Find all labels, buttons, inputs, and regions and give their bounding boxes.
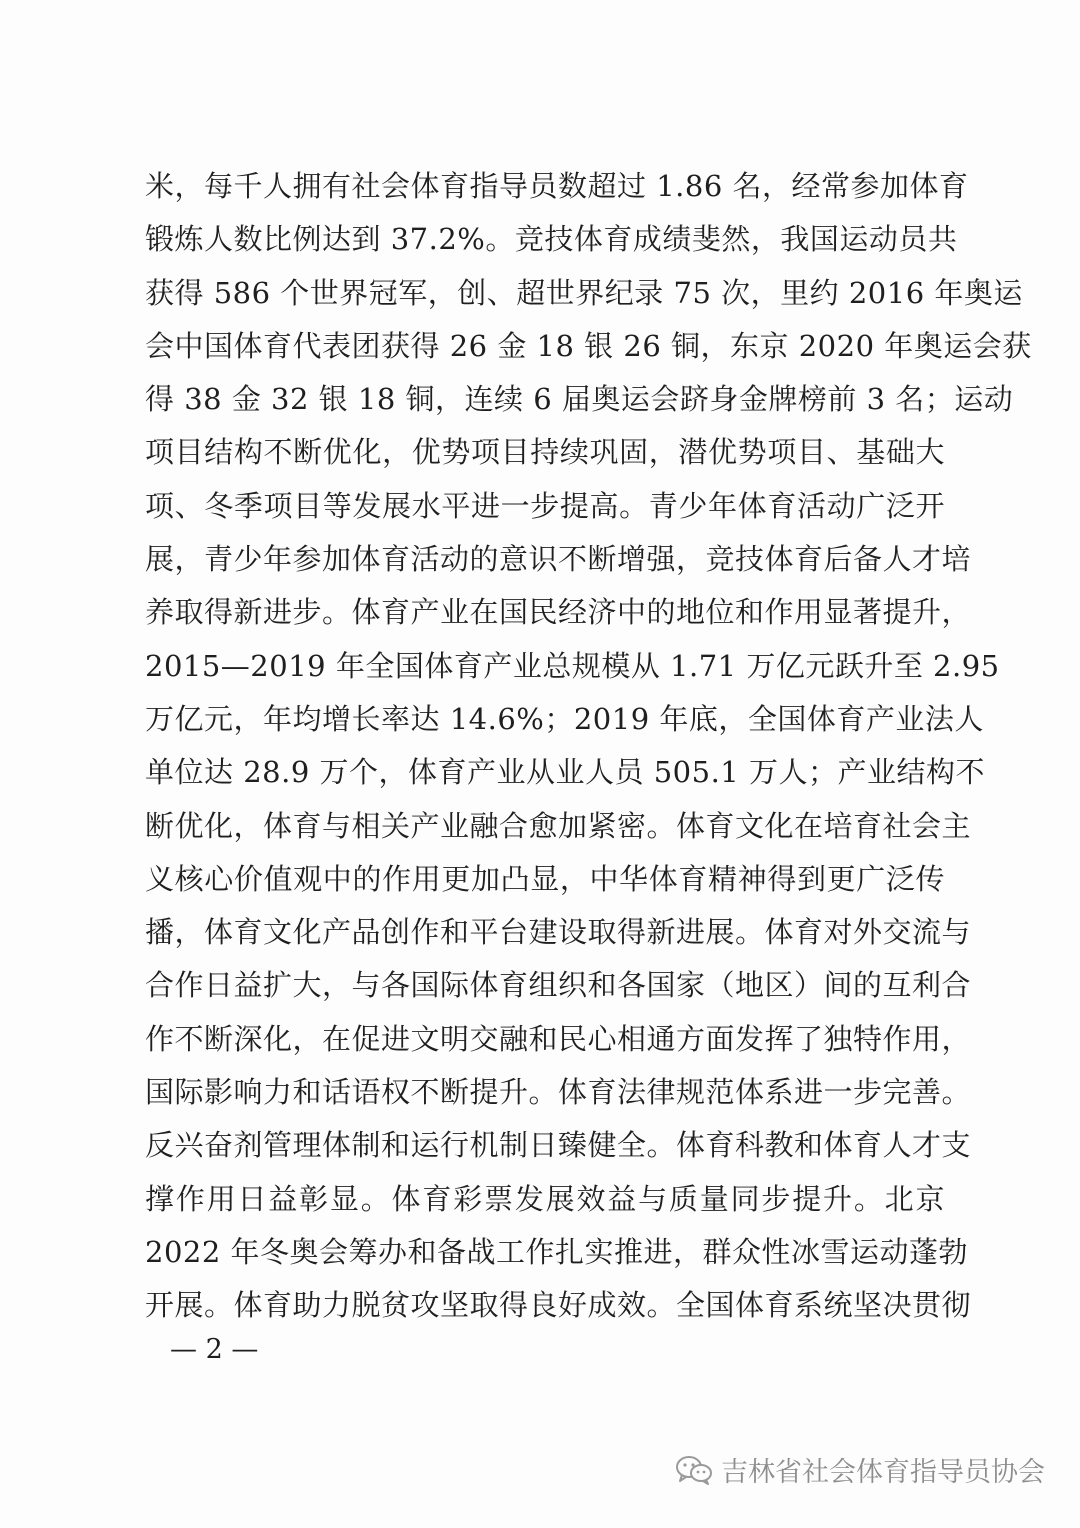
text-line: 展，青少年参加体育活动的意识不断增强，竞技体育后备人才培: [145, 542, 972, 577]
text-line: 项、冬季项目等发展水平进一步提高。青少年体育活动广泛开: [145, 488, 945, 523]
text-line: 国际影响力和话语权不断提升。体育法律规范体系进一步完善。: [145, 1075, 972, 1110]
text-line: 单位达 28.9 万个，体育产业从业人员 505.1 万人；产业结构不: [145, 755, 985, 790]
text-line: 养取得新进步。体育产业在国民经济中的地位和作用显著提升，: [145, 595, 972, 630]
wechat-icon: [675, 1454, 713, 1486]
text-line: 作不断深化，在促进文明交融和民心相通方面发挥了独特作用，: [145, 1021, 972, 1056]
watermark: [675, 1450, 1045, 1489]
page-number: — 2 —: [170, 1334, 259, 1365]
text-line: 万亿元，年均增长率达 14.6%；2019 年底，全国体育产业法人: [145, 701, 984, 736]
text-line: 撑作用日益彰显。体育彩票发展效益与质量同步提升。北京: [145, 1181, 945, 1216]
watermark-text: 吉林省社会体育指导员协会: [721, 1457, 1045, 1488]
text-line: 合作日益扩大，与各国际体育组织和各国家（地区）间的互利合: [145, 968, 972, 1003]
text-line: 反兴奋剂管理体制和运行机制日臻健全。体育科教和体育人才支: [145, 1128, 972, 1163]
text-line: 开展。体育助力脱贫攻坚取得良好成效。全国体育系统坚决贯彻: [145, 1288, 972, 1323]
text-line: 义核心价值观中的作用更加凸显，中华体育精神得到更广泛传: [145, 861, 945, 896]
body-text: [145, 160, 1032, 1333]
text-line: 项目结构不断优化，优势项目持续巩固，潜优势项目、基础大: [145, 435, 945, 470]
text-line: 断优化，体育与相关产业融合愈加紧密。体育文化在培育社会主: [145, 808, 972, 843]
text-line: 会中国体育代表团获得 26 金 18 银 26 铜，东京 2020 年奥运会获: [145, 328, 1032, 363]
text-line: 2022 年冬奥会筹办和备战工作扎实推进，群众性冰雪运动蓬勃: [145, 1234, 969, 1269]
text-line: 2015—2019 年全国体育产业总规模从 1.71 万亿元跃升至 2.95: [145, 648, 1000, 683]
text-line: 播，体育文化产品创作和平台建设取得新进展。体育对外交流与: [145, 915, 972, 950]
text-line: 锻炼人数比例达到 37.2%。竞技体育成绩斐然，我国运动员共: [145, 222, 958, 257]
text-line: 得 38 金 32 银 18 铜，连续 6 届奥运会跻身金牌榜前 3 名；运动: [145, 382, 1014, 417]
text-line: 米，每千人拥有社会体育指导员数超过 1.86 名，经常参加体育: [145, 169, 969, 203]
text-line: 获得 586 个世界冠军，创、超世界纪录 75 次，里约 2016 年奥运: [145, 275, 1023, 310]
